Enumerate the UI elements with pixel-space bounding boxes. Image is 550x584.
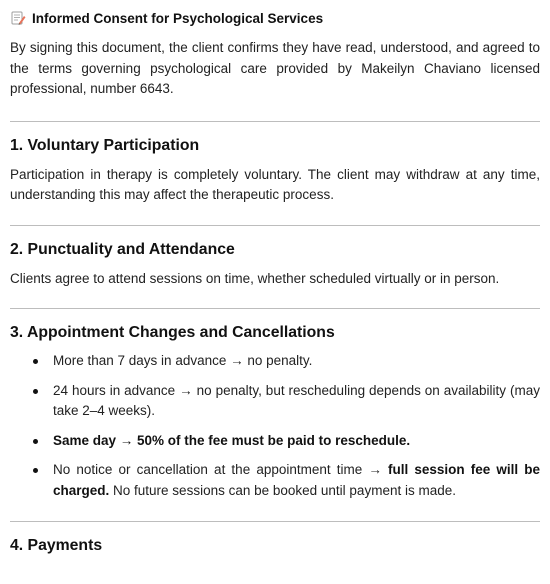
list-item-text: No notice or cancellation at the appointment time → bbox=[53, 462, 388, 477]
list-item bbox=[10, 381, 540, 422]
bullet-icon bbox=[33, 468, 38, 473]
cancellation-policy-list bbox=[10, 351, 540, 501]
bullet-icon bbox=[33, 359, 38, 364]
document-title-row bbox=[10, 10, 540, 26]
list-item-text: No future sessions can be booked until payment is made. bbox=[109, 482, 456, 498]
list-item-bold-text: full session fee will be charged. bbox=[53, 462, 540, 498]
section-divider bbox=[10, 521, 540, 522]
document-pencil-icon bbox=[10, 10, 26, 26]
section-body-punctuality: Clients agree to attend sessions on time, whether scheduled virtually or in person. bbox=[10, 270, 500, 286]
list-item-text: More than 7 days in advance → no penalty. bbox=[53, 353, 313, 368]
section-heading-voluntary-participation: 1. Voluntary Participation bbox=[10, 136, 200, 154]
list-item-bold-text: Same day → 50% of the fee must be paid to reschedule. bbox=[53, 432, 411, 448]
section-heading-payments: 4. Payments bbox=[10, 537, 103, 554]
list-item-text: 24 hours in advance → no penalty, but rescheduling depends on availability (may take 2–4 weeks). bbox=[53, 382, 540, 418]
section-heading-cancellations: 3. Appointment Changes and Cancellations bbox=[10, 324, 335, 341]
document-title: Informed Consent for Psychological Services bbox=[32, 10, 324, 26]
list-item bbox=[10, 460, 540, 501]
bullet-icon bbox=[33, 439, 38, 444]
section-divider bbox=[10, 225, 540, 226]
section-divider bbox=[10, 308, 540, 309]
intro-paragraph: By signing this document, the client confirms they have read, understood, and agreed to the terms governing psychological care provided by Makeilyn Chaviano licensed professional, number 6643. bbox=[10, 40, 540, 96]
section-heading-punctuality: 2. Punctuality and Attendance bbox=[10, 240, 235, 258]
section-body-voluntary-participation: Participation in therapy is completely voluntary. The client may withdraw at any time, understanding this may affect the therapeutic process. bbox=[10, 166, 540, 202]
list-item bbox=[10, 351, 540, 372]
bullet-icon bbox=[33, 389, 38, 394]
section-divider bbox=[10, 121, 540, 122]
list-item bbox=[10, 431, 540, 452]
